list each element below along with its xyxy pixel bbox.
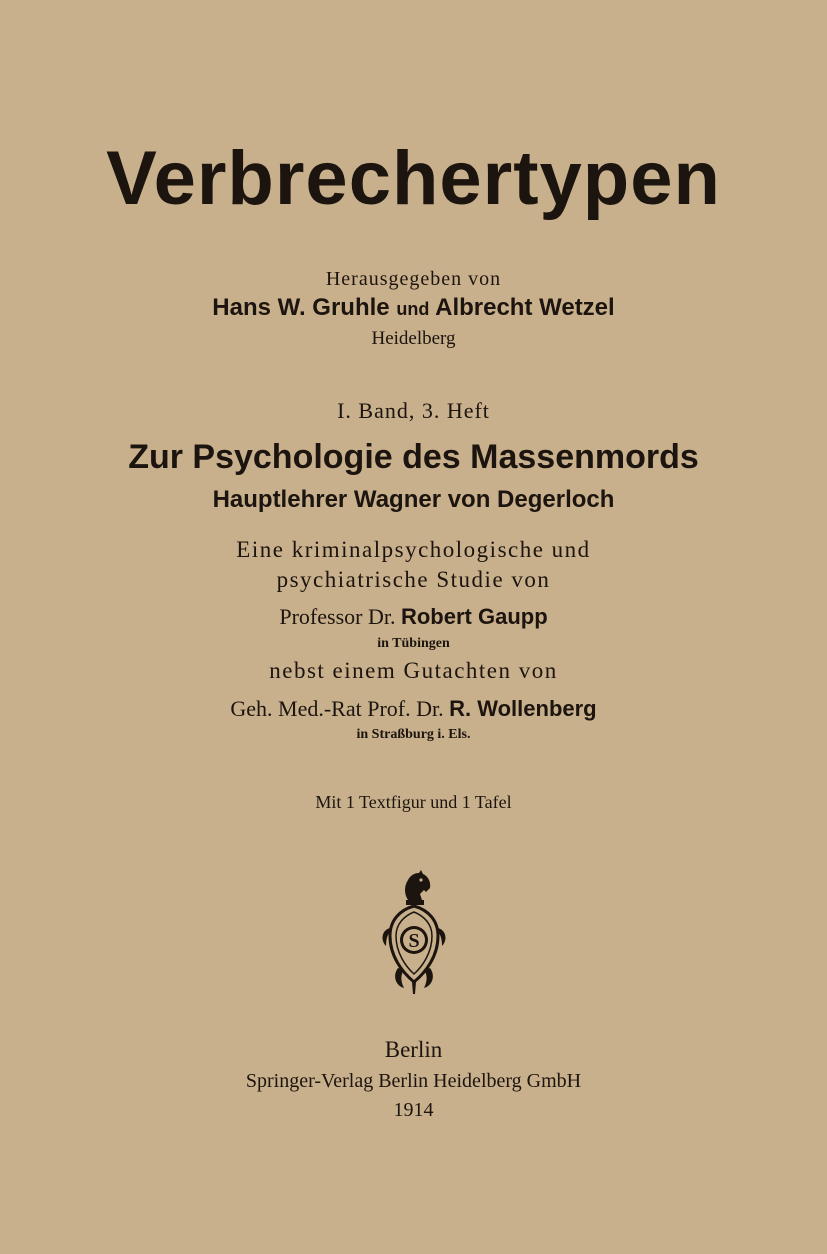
- editors-intro: Herausgegeben von: [325, 268, 502, 290]
- publication-city: Berlin: [384, 1037, 443, 1062]
- editors-place: Heidelberg: [371, 328, 456, 349]
- expert-name: R. Wollenberg: [449, 696, 597, 721]
- editor-1: Hans W. Gruhle: [212, 294, 390, 321]
- series-title: Verbrechertypen: [106, 136, 721, 221]
- subtitle: Hauptlehrer Wagner von Degerloch: [212, 486, 615, 513]
- author-prefix: Professor Dr.: [279, 604, 396, 629]
- appraisal-line: nebst einem Gutachten von: [269, 658, 558, 683]
- description-line-2: psychiatrische Studie von: [276, 567, 551, 592]
- main-title: Zur Psychologie des Massenmords: [128, 438, 699, 476]
- author-line: [0, 604, 827, 630]
- expert-place: in Straßburg i. Els.: [356, 727, 471, 742]
- editors-line: [0, 294, 827, 322]
- expert-prefix: Geh. Med.-Rat Prof. Dr.: [230, 696, 444, 721]
- volume-label: I. Band, 3. Heft: [337, 398, 490, 423]
- expert-line: [0, 696, 827, 722]
- editors-and: und: [396, 299, 430, 319]
- editor-2: Albrecht Wetzel: [435, 294, 615, 321]
- author-name: Robert Gaupp: [400, 604, 548, 629]
- springer-knight-logo-icon: [374, 868, 454, 998]
- publication-year: 1914: [393, 1099, 434, 1121]
- publisher-name: Springer-Verlag Berlin Heidelberg GmbH: [245, 1070, 582, 1092]
- illustrations-note: Mit 1 Textfigur und 1 Tafel: [315, 792, 512, 812]
- logo-letter: S: [408, 930, 420, 952]
- description-line-1: Eine kriminalpsychologische und: [236, 537, 591, 562]
- author-place: in Tübingen: [377, 636, 450, 651]
